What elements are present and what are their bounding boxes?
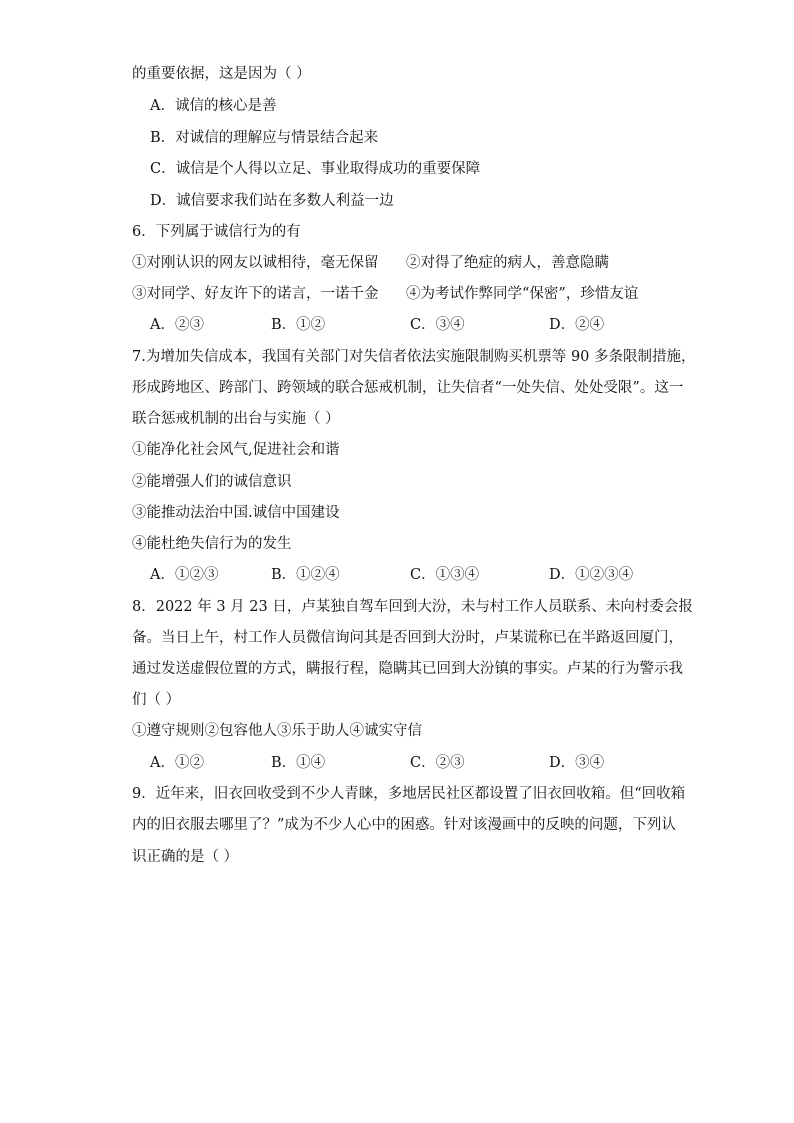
- q7-choice-a: A．①②③: [150, 567, 219, 583]
- q7-choice-b: B．①②④: [271, 567, 340, 583]
- q7-stem-line-1: 7.为增加失信成本，我国有关部门对失信者依法实施限制购买机票等 90 多条限制措施，: [132, 349, 696, 365]
- q8-choices: [150, 753, 670, 773]
- q5-option-c: C．诚信是个人得以立足、事业取得成功的重要保障: [150, 161, 481, 177]
- q8-stem-line-3: 通过发送虚假位置的方式，瞒报行程，隐瞒其已回到大汾镇的事实。卢某的行为警示我: [132, 661, 683, 677]
- q8-choice-a: A．①②: [150, 755, 204, 771]
- q6-choice-b: B．①②: [271, 317, 326, 333]
- q8-stem-line-1: 8．2022 年 3 月 23 日，卢某独自驾车回到大汾，未与村工作人员联系、未向村委会报: [132, 599, 693, 615]
- q5-option-a: A．诚信的核心是善: [150, 98, 277, 114]
- q7-choice-d: D．①②③④: [549, 567, 634, 583]
- q8-choice-b: B．①④: [271, 755, 326, 771]
- q9-stem-line-3: 识正确的是（ ）: [132, 849, 239, 865]
- q5-option-d: D．诚信要求我们站在多数人利益一边: [150, 193, 394, 209]
- q6-statement-2: ②对得了绝症的病人，善意隐瞒: [406, 255, 609, 271]
- q5-stem-tail: 的重要依据，这是因为（ ）: [132, 66, 311, 82]
- q7-statement-4: ④能杜绝失信行为的发生: [132, 536, 292, 552]
- q7-stem-line-3: 联合惩戒机制的出台与实施（ ）: [132, 411, 340, 427]
- q8-stem-line-4: 们（ ）: [132, 692, 181, 708]
- q7-choices: [150, 565, 670, 585]
- q7-stem-line-2: 形成跨地区、跨部门、跨领域的联合惩戒机制，让失信者“一处失信、处处受限”。这一: [132, 380, 684, 396]
- q7-statement-1: ①能净化社会风气,促进社会和谐: [132, 442, 340, 458]
- q6-statement-3: ③对同学、好友许下的诺言，一诺千金: [132, 286, 379, 302]
- q9-stem-line-2: 内的旧衣服去哪里了？”成为不少人心中的困惑。针对该漫画中的反映的问题，下列认: [132, 817, 676, 833]
- q8-statements: ①遵守规则②包容他人③乐于助人④诚实守信: [132, 723, 422, 739]
- q9-stem-line-1: 9．近年来，旧衣回收受到不少人青睐，多地居民社区都设置了旧衣回收箱。但“回收箱: [132, 786, 686, 802]
- q6-statement-1: ①对刚认识的网友以诚相待，毫无保留: [132, 255, 379, 271]
- q7-statement-3: ③能推动法治中国.诚信中国建设: [132, 505, 340, 521]
- q7-statement-2: ②能增强人们的诚信意识: [132, 474, 292, 490]
- q6-choice-a: A．②③: [150, 317, 204, 333]
- q6-statement-4: ④为考试作弊同学“保密”，珍惜友谊: [406, 286, 639, 302]
- q8-choice-c: C．②③: [410, 755, 465, 771]
- q6-choice-c: C．③④: [410, 317, 465, 333]
- q6-stem: 6．下列属于诚信行为的有: [132, 224, 301, 240]
- q6-choices: [150, 315, 670, 335]
- q8-stem-line-2: 备。当日上午，村工作人员微信询问其是否回到大汾时，卢某谎称已在半路返回厦门，: [132, 630, 683, 646]
- q6-choice-d: D．②④: [549, 317, 605, 333]
- q7-choice-c: C．①③④: [410, 567, 480, 583]
- q5-option-b: B．对诚信的理解应与情景结合起来: [150, 130, 379, 146]
- q8-choice-d: D．③④: [549, 755, 605, 771]
